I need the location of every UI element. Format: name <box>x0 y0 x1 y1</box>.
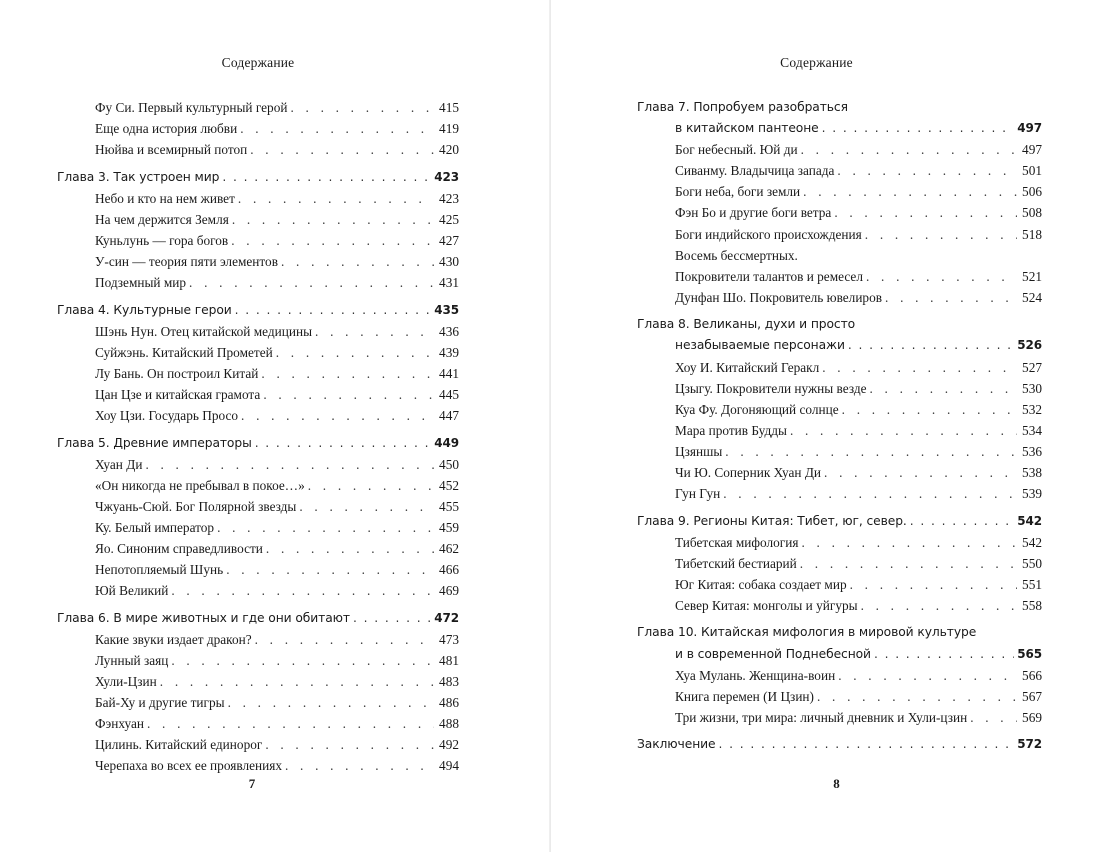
running-head: Содержание <box>780 55 853 70</box>
toc-page-number: 459 <box>439 519 459 535</box>
toc-entry <box>637 420 1042 441</box>
toc-entry <box>57 671 459 692</box>
toc-title: Чжуань-Сюй. Бог Полярной звезды <box>95 498 297 514</box>
toc-title: Мара против Будды <box>675 422 787 438</box>
toc-title: Хули-Цзин <box>95 674 157 689</box>
toc-title: Фэн Бо и другие боги ветра <box>675 205 832 221</box>
toc-page-number: 526 <box>1017 338 1042 353</box>
dot-leader <box>838 665 1017 686</box>
toc-entry <box>57 734 459 755</box>
toc-title: незабываемые персонажи <box>675 338 845 353</box>
dot-leader <box>790 420 1017 441</box>
toc-title: Хуан Ди <box>95 456 143 472</box>
toc-entry <box>57 97 459 118</box>
dot-leader <box>801 139 1017 160</box>
dot-leader <box>801 532 1017 553</box>
toc-entry <box>637 266 1042 287</box>
toc-title: Черепаха во всех ее проявлениях <box>95 758 282 774</box>
toc-chapter <box>637 622 1042 643</box>
toc-entry <box>57 251 459 272</box>
toc-chapter <box>637 314 1042 335</box>
toc-chapter <box>57 608 459 629</box>
toc-title: и в современной Поднебесной <box>675 646 871 661</box>
toc-title: «Он никогда не пребывал в покое…» <box>95 477 305 493</box>
toc-page-number: 441 <box>439 365 459 381</box>
toc-entry <box>637 665 1042 686</box>
toc-entry <box>637 139 1042 160</box>
toc-title: Хоу Цзи. Государь Просо <box>95 408 239 424</box>
toc-page-number: 567 <box>1022 688 1042 704</box>
toc-page-number: 539 <box>1022 486 1042 502</box>
toc-title: Глава 5. Древние императоры <box>57 435 252 450</box>
toc-entry <box>637 595 1042 616</box>
toc-entry <box>637 357 1042 378</box>
toc-entry <box>637 378 1042 399</box>
toc-title: Восемь бессмертных. <box>675 247 798 263</box>
toc-title: Цилинь. Китайский единорог <box>95 737 263 753</box>
toc-entry <box>637 574 1042 595</box>
toc-entry <box>637 202 1042 223</box>
dot-leader <box>865 224 1017 245</box>
toc-chapter <box>57 167 459 188</box>
toc-title: У-син — теория пяти элементов <box>95 254 278 270</box>
toc-page-number: 445 <box>439 387 459 402</box>
toc-entry <box>57 475 459 496</box>
dot-leader <box>885 287 1017 308</box>
dot-leader <box>353 608 431 629</box>
dot-leader <box>870 378 1018 399</box>
toc-page-number: 473 <box>439 631 459 647</box>
dot-leader <box>232 209 434 230</box>
toc-title: Бай-Ху и другие тигры <box>95 695 225 711</box>
dot-leader <box>866 266 1017 287</box>
toc-title: Тибетский бестиарий <box>675 555 797 571</box>
toc-page-number: 488 <box>439 716 459 732</box>
toc-title: Глава 7. Попробуем разобраться <box>637 100 848 114</box>
dot-leader <box>315 321 434 342</box>
toc-page-number: 566 <box>1022 667 1042 683</box>
toc-title: Подземный мир <box>95 275 187 291</box>
toc-title: Хоу И. Китайский Геракл <box>675 359 820 375</box>
toc-title: Юй Великий <box>95 583 169 599</box>
toc-title: Непотопляемый Шунь <box>95 562 224 578</box>
dot-leader <box>834 202 1017 223</box>
toc-title: Юг Китая: собака создает мир <box>675 576 847 592</box>
dot-leader <box>822 118 1015 139</box>
toc-page-number: 558 <box>1022 597 1042 613</box>
dot-leader <box>800 553 1017 574</box>
dot-leader <box>240 118 434 139</box>
toc-entry <box>637 707 1042 728</box>
toc-title: Сиванму. Владычица запада <box>675 163 835 179</box>
toc-page-number: 447 <box>439 408 459 424</box>
toc-page-number: 518 <box>1022 226 1042 242</box>
toc-entry <box>57 496 459 517</box>
toc-title: Цзыгу. Покровители нужны везде <box>675 380 867 396</box>
toc-page-number: 530 <box>1022 380 1042 396</box>
toc-page-number: 551 <box>1022 576 1042 592</box>
dot-leader <box>255 629 434 650</box>
toc-title: Глава 6. В мире животных и где они обитают <box>57 610 350 625</box>
toc-title: в китайском пантеоне <box>675 121 819 136</box>
toc-title: Глава 4. Культурные герои <box>57 302 232 317</box>
toc-entry <box>637 483 1042 504</box>
toc-page-number: 497 <box>1017 121 1042 136</box>
toc-page-number: 430 <box>439 254 459 270</box>
dot-leader <box>824 462 1017 483</box>
dot-leader <box>822 357 1017 378</box>
dot-leader <box>263 384 434 405</box>
toc-title: Суйжэнь. Китайский Прометей <box>95 344 273 360</box>
toc-page-number: 423 <box>434 169 459 184</box>
left-page <box>0 0 550 852</box>
dot-leader <box>285 755 434 776</box>
toc-page-number: 527 <box>1022 359 1042 375</box>
toc-entry <box>637 287 1042 308</box>
toc-page-number: 420 <box>439 142 459 158</box>
toc-title: Гун Гун <box>675 486 721 502</box>
toc-entry <box>57 405 459 426</box>
toc-title: Цзяншы <box>675 443 723 459</box>
toc-entry <box>57 139 459 160</box>
toc-entry <box>57 454 459 475</box>
toc-entry <box>57 384 459 405</box>
toc-page-number: 450 <box>439 456 459 472</box>
toc-title: Боги индийского происхождения <box>675 226 862 242</box>
dot-leader <box>970 707 1017 728</box>
toc-page-number: 439 <box>439 344 459 360</box>
toc-title: Север Китая: монголы и уйгуры <box>675 597 858 613</box>
dot-leader <box>266 538 434 559</box>
toc-page-number: 524 <box>1022 289 1042 305</box>
dot-leader <box>837 160 1017 181</box>
toc-conclusion <box>637 734 1042 755</box>
toc-entry <box>57 580 459 601</box>
dot-leader <box>803 181 1017 202</box>
dot-leader <box>276 342 434 363</box>
toc-title: Покровители талантов и ремесел <box>675 268 863 284</box>
dot-leader <box>217 517 434 538</box>
toc-entry <box>637 686 1042 707</box>
toc-page-number: 419 <box>439 121 459 137</box>
toc-title: Цан Цзе и китайская грамота <box>95 387 261 402</box>
toc-entry <box>637 399 1042 420</box>
dot-leader <box>255 433 432 454</box>
toc-entry <box>57 321 459 342</box>
toc-title: Куньлунь — гора богов <box>95 232 229 248</box>
toc-entry <box>57 713 459 734</box>
dot-leader <box>299 496 434 517</box>
dot-leader <box>171 580 434 601</box>
toc-title: Яо. Синоним справедливости <box>95 541 263 557</box>
dot-leader <box>719 734 1015 755</box>
toc-entry <box>57 363 459 384</box>
toc-page-number: 521 <box>1022 268 1042 284</box>
dot-leader <box>265 734 434 755</box>
toc-page-number: 486 <box>439 695 459 711</box>
toc-title: Глава 9. Регионы Китая: Тибет, юг, север. <box>637 513 907 528</box>
toc-title: Небо и кто на нем живет <box>95 190 235 206</box>
toc-title: Бог небесный. Юй ди <box>675 142 798 158</box>
toc-page-number: 452 <box>439 477 459 493</box>
toc-title: Шэнь Нун. Отец китайской медицины <box>95 323 313 339</box>
toc-title: Дунфан Шо. Покровитель ювелиров <box>675 289 883 305</box>
toc-title: Глава 10. Китайская мифология в мировой культуре <box>637 625 977 640</box>
toc-page-number: 569 <box>1022 709 1042 725</box>
dot-leader <box>817 686 1017 707</box>
dot-leader <box>261 363 434 384</box>
toc-entry <box>637 181 1042 202</box>
toc-page-number: 449 <box>434 435 459 450</box>
toc-page-number: 565 <box>1017 646 1042 661</box>
dot-leader <box>228 692 434 713</box>
toc-page-number: 481 <box>439 652 459 668</box>
page-number: 7 <box>248 776 256 791</box>
toc-title: Боги неба, боги земли <box>675 184 801 200</box>
dot-leader <box>226 559 434 580</box>
toc-page-number: 466 <box>439 562 459 578</box>
toc-entry <box>637 245 1042 266</box>
toc-page-number: 423 <box>439 190 459 206</box>
dot-leader <box>160 671 434 692</box>
dot-leader <box>222 167 431 188</box>
toc-page-number: 550 <box>1022 555 1042 571</box>
toc-entry <box>57 517 459 538</box>
toc-page-number: 532 <box>1022 401 1042 417</box>
toc-entry <box>637 160 1042 181</box>
toc-page-number: 497 <box>1022 142 1042 158</box>
page-number: 8 <box>833 776 840 791</box>
toc-page-number: 436 <box>439 323 459 339</box>
toc-page-number: 415 <box>439 100 459 115</box>
toc-page-number: 534 <box>1022 422 1042 438</box>
toc-entry <box>57 692 459 713</box>
table-of-contents <box>637 97 1042 755</box>
dot-leader <box>145 454 434 475</box>
toc-entry <box>637 462 1042 483</box>
dot-leader <box>231 230 434 251</box>
toc-entry <box>637 224 1042 245</box>
toc-entry <box>57 342 459 363</box>
toc-page-number: 455 <box>439 498 459 514</box>
toc-page-number: 431 <box>439 275 459 291</box>
table-of-contents <box>57 97 459 776</box>
dot-leader <box>147 713 434 734</box>
toc-title: Три жизни, три мира: личный дневник и Хули-цзин <box>675 709 968 725</box>
toc-title: На чем держится Земля <box>95 211 229 227</box>
toc-page-number: 427 <box>439 232 459 248</box>
toc-entry <box>637 553 1042 574</box>
toc-page-number: 483 <box>439 674 459 689</box>
toc-page-number: 536 <box>1022 443 1042 459</box>
toc-title: Глава 8. Великаны, духи и просто <box>637 317 856 332</box>
toc-page-number: 435 <box>434 302 459 317</box>
dot-leader <box>850 574 1017 595</box>
toc-page-number: 542 <box>1017 513 1042 528</box>
dot-leader <box>250 139 434 160</box>
toc-chapter-continuation <box>637 644 1042 665</box>
dot-leader <box>238 188 434 209</box>
toc-chapter <box>57 433 459 454</box>
toc-chapter <box>57 300 459 321</box>
dot-leader <box>874 644 1014 665</box>
toc-chapter-continuation <box>637 335 1042 356</box>
running-head: Содержание <box>221 55 295 70</box>
dot-leader <box>910 511 1015 532</box>
toc-entry <box>57 188 459 209</box>
toc-page-number: 572 <box>1017 737 1042 752</box>
toc-entry <box>57 755 459 776</box>
toc-page-number: 506 <box>1022 184 1042 200</box>
toc-page-number: 425 <box>439 211 459 227</box>
toc-page-number: 472 <box>434 610 459 625</box>
toc-chapter <box>637 511 1042 532</box>
dot-leader <box>189 272 434 293</box>
right-page <box>551 0 1102 852</box>
toc-page-number: 538 <box>1022 464 1042 480</box>
toc-entry <box>57 209 459 230</box>
toc-entry <box>57 230 459 251</box>
toc-page-number: 469 <box>439 583 459 599</box>
dot-leader <box>861 595 1017 616</box>
dot-leader <box>725 441 1017 462</box>
toc-title: Тибетская мифология <box>675 534 799 550</box>
toc-title: Какие звуки издает дракон? <box>95 631 252 647</box>
dot-leader <box>281 251 434 272</box>
dot-leader <box>235 300 432 321</box>
dot-leader <box>171 650 434 671</box>
toc-title: Лу Бань. Он построил Китай <box>95 365 259 381</box>
toc-entry <box>637 441 1042 462</box>
toc-title: Лунный заяц <box>95 652 169 668</box>
toc-title: Чи Ю. Соперник Хуан Ди <box>675 464 822 480</box>
toc-title: Хуа Мулань. Женщина-воин <box>675 667 836 683</box>
toc-page-number: 462 <box>439 541 459 557</box>
toc-chapter <box>637 97 1042 118</box>
toc-title: Еще одна история любви <box>95 121 238 137</box>
toc-page-number: 494 <box>439 758 459 774</box>
toc-entry <box>57 629 459 650</box>
toc-title: Куа Фу. Догоняющий солнце <box>675 401 839 417</box>
dot-leader <box>308 475 434 496</box>
toc-title: Фу Си. Первый культурный герой <box>95 100 288 115</box>
dot-leader <box>241 405 434 426</box>
toc-title: Ку. Белый император <box>95 519 215 535</box>
toc-entry <box>57 272 459 293</box>
toc-page-number: 542 <box>1022 534 1042 550</box>
toc-page-number: 501 <box>1022 163 1042 179</box>
toc-title: Заключение <box>637 737 716 752</box>
dot-leader <box>290 97 434 118</box>
dot-leader <box>848 335 1014 356</box>
toc-title: Фэнхуан <box>95 716 144 732</box>
toc-page-number: 508 <box>1022 205 1042 221</box>
toc-title: Книга перемен (И Цзин) <box>675 688 814 704</box>
toc-entry <box>57 118 459 139</box>
toc-entry <box>57 559 459 580</box>
dot-leader <box>842 399 1017 420</box>
toc-entry <box>57 650 459 671</box>
toc-page-number: 492 <box>439 737 459 753</box>
toc-title: Глава 3. Так устроен мир <box>57 169 220 184</box>
toc-chapter-continuation <box>637 118 1042 139</box>
toc-title: Нюйва и всемирный потоп <box>95 142 248 158</box>
toc-entry <box>57 538 459 559</box>
dot-leader <box>723 483 1017 504</box>
toc-entry <box>637 532 1042 553</box>
